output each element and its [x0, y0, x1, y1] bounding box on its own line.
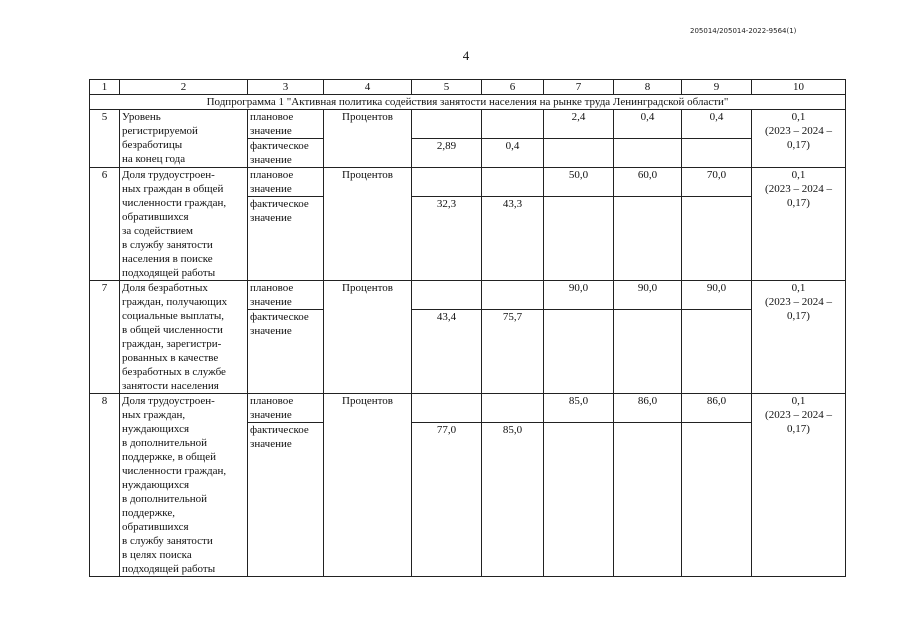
column-header: 9	[682, 80, 752, 95]
header-row	[90, 80, 846, 95]
value-type-plan: плановое значение	[248, 110, 324, 139]
plan-value	[412, 394, 482, 423]
plan-value: 86,0	[682, 394, 752, 423]
fact-value	[544, 197, 614, 281]
fact-value: 0,4	[482, 139, 544, 168]
column-header: 5	[412, 80, 482, 95]
plan-value: 0,4	[682, 110, 752, 139]
plan-value: 60,0	[614, 168, 682, 197]
subprogram-title: Подпрограмма 1 "Активная политика содействия занятости населения на рынке труда Ленинградской области"	[90, 95, 846, 110]
fact-value	[682, 139, 752, 168]
plan-value: 86,0	[614, 394, 682, 423]
indicator-row	[90, 281, 846, 310]
row-number: 7	[90, 281, 120, 394]
plan-value	[482, 168, 544, 197]
remark-cell: 0,1 (2023 – 2024 – 0,17)	[752, 110, 846, 168]
unit-cell: Процентов	[324, 110, 412, 168]
fact-value: 75,7	[482, 310, 544, 394]
remark-cell: 0,1 (2023 – 2024 – 0,17)	[752, 394, 846, 577]
value-type-fact: фактическое значение	[248, 139, 324, 168]
fact-value	[682, 197, 752, 281]
column-header: 8	[614, 80, 682, 95]
plan-value	[482, 394, 544, 423]
column-header: 2	[120, 80, 248, 95]
plan-value	[412, 110, 482, 139]
value-type-fact: фактическое значение	[248, 423, 324, 577]
column-header: 6	[482, 80, 544, 95]
indicators-table	[89, 79, 846, 577]
indicator-name: Доля безработных граждан, получающих социальные выплаты, в общей численности граждан, зарегистри- рованных в качестве безработных в службе занятости населения	[120, 281, 248, 394]
plan-value: 90,0	[614, 281, 682, 310]
value-type-fact: фактическое значение	[248, 197, 324, 281]
fact-value: 43,3	[482, 197, 544, 281]
fact-value	[544, 423, 614, 577]
indicator-name: Доля трудоустроен- ных граждан в общей численности граждан, обратившихся за содействием в службу занятости населения в поиске подходящей работы	[120, 168, 248, 281]
unit-cell: Процентов	[324, 281, 412, 394]
remark-cell: 0,1 (2023 – 2024 – 0,17)	[752, 168, 846, 281]
indicator-row	[90, 110, 846, 139]
row-number: 5	[90, 110, 120, 168]
fact-value	[614, 423, 682, 577]
column-header: 10	[752, 80, 846, 95]
column-header: 3	[248, 80, 324, 95]
indicator-row	[90, 168, 846, 197]
fact-value: 77,0	[412, 423, 482, 577]
plan-value: 90,0	[544, 281, 614, 310]
plan-value: 70,0	[682, 168, 752, 197]
value-type-plan: плановое значение	[248, 281, 324, 310]
value-type-plan: плановое значение	[248, 168, 324, 197]
indicator-name: Доля трудоустроен- ных граждан, нуждающихся в дополнительной поддержке, в общей численности граждан, нуждающихся в дополнительной поддержке, обратившихся в службу занятости в целях поиска подходящей работы	[120, 394, 248, 577]
indicator-name: Уровень регистрируемой безработицы на конец года	[120, 110, 248, 168]
unit-cell: Процентов	[324, 394, 412, 577]
fact-value: 2,89	[412, 139, 482, 168]
subprogram-row	[90, 95, 846, 110]
fact-value	[614, 197, 682, 281]
fact-value	[682, 310, 752, 394]
indicator-row	[90, 394, 846, 423]
fact-value	[544, 310, 614, 394]
unit-cell: Процентов	[324, 168, 412, 281]
document-id: 205014/205014-2022-9564(1)	[690, 27, 797, 35]
row-number: 8	[90, 394, 120, 577]
plan-value: 2,4	[544, 110, 614, 139]
value-type-plan: плановое значение	[248, 394, 324, 423]
remark-cell: 0,1 (2023 – 2024 – 0,17)	[752, 281, 846, 394]
fact-value	[614, 139, 682, 168]
fact-value: 43,4	[412, 310, 482, 394]
column-header: 7	[544, 80, 614, 95]
plan-value: 0,4	[614, 110, 682, 139]
fact-value: 32,3	[412, 197, 482, 281]
plan-value	[482, 110, 544, 139]
fact-value	[614, 310, 682, 394]
fact-value: 85,0	[482, 423, 544, 577]
plan-value: 90,0	[682, 281, 752, 310]
fact-value	[544, 139, 614, 168]
plan-value	[482, 281, 544, 310]
fact-value	[682, 423, 752, 577]
row-number: 6	[90, 168, 120, 281]
plan-value	[412, 281, 482, 310]
plan-value	[412, 168, 482, 197]
column-header: 1	[90, 80, 120, 95]
column-header: 4	[324, 80, 412, 95]
plan-value: 50,0	[544, 168, 614, 197]
value-type-fact: фактическое значение	[248, 310, 324, 394]
plan-value: 85,0	[544, 394, 614, 423]
page-number: 4	[462, 48, 470, 63]
